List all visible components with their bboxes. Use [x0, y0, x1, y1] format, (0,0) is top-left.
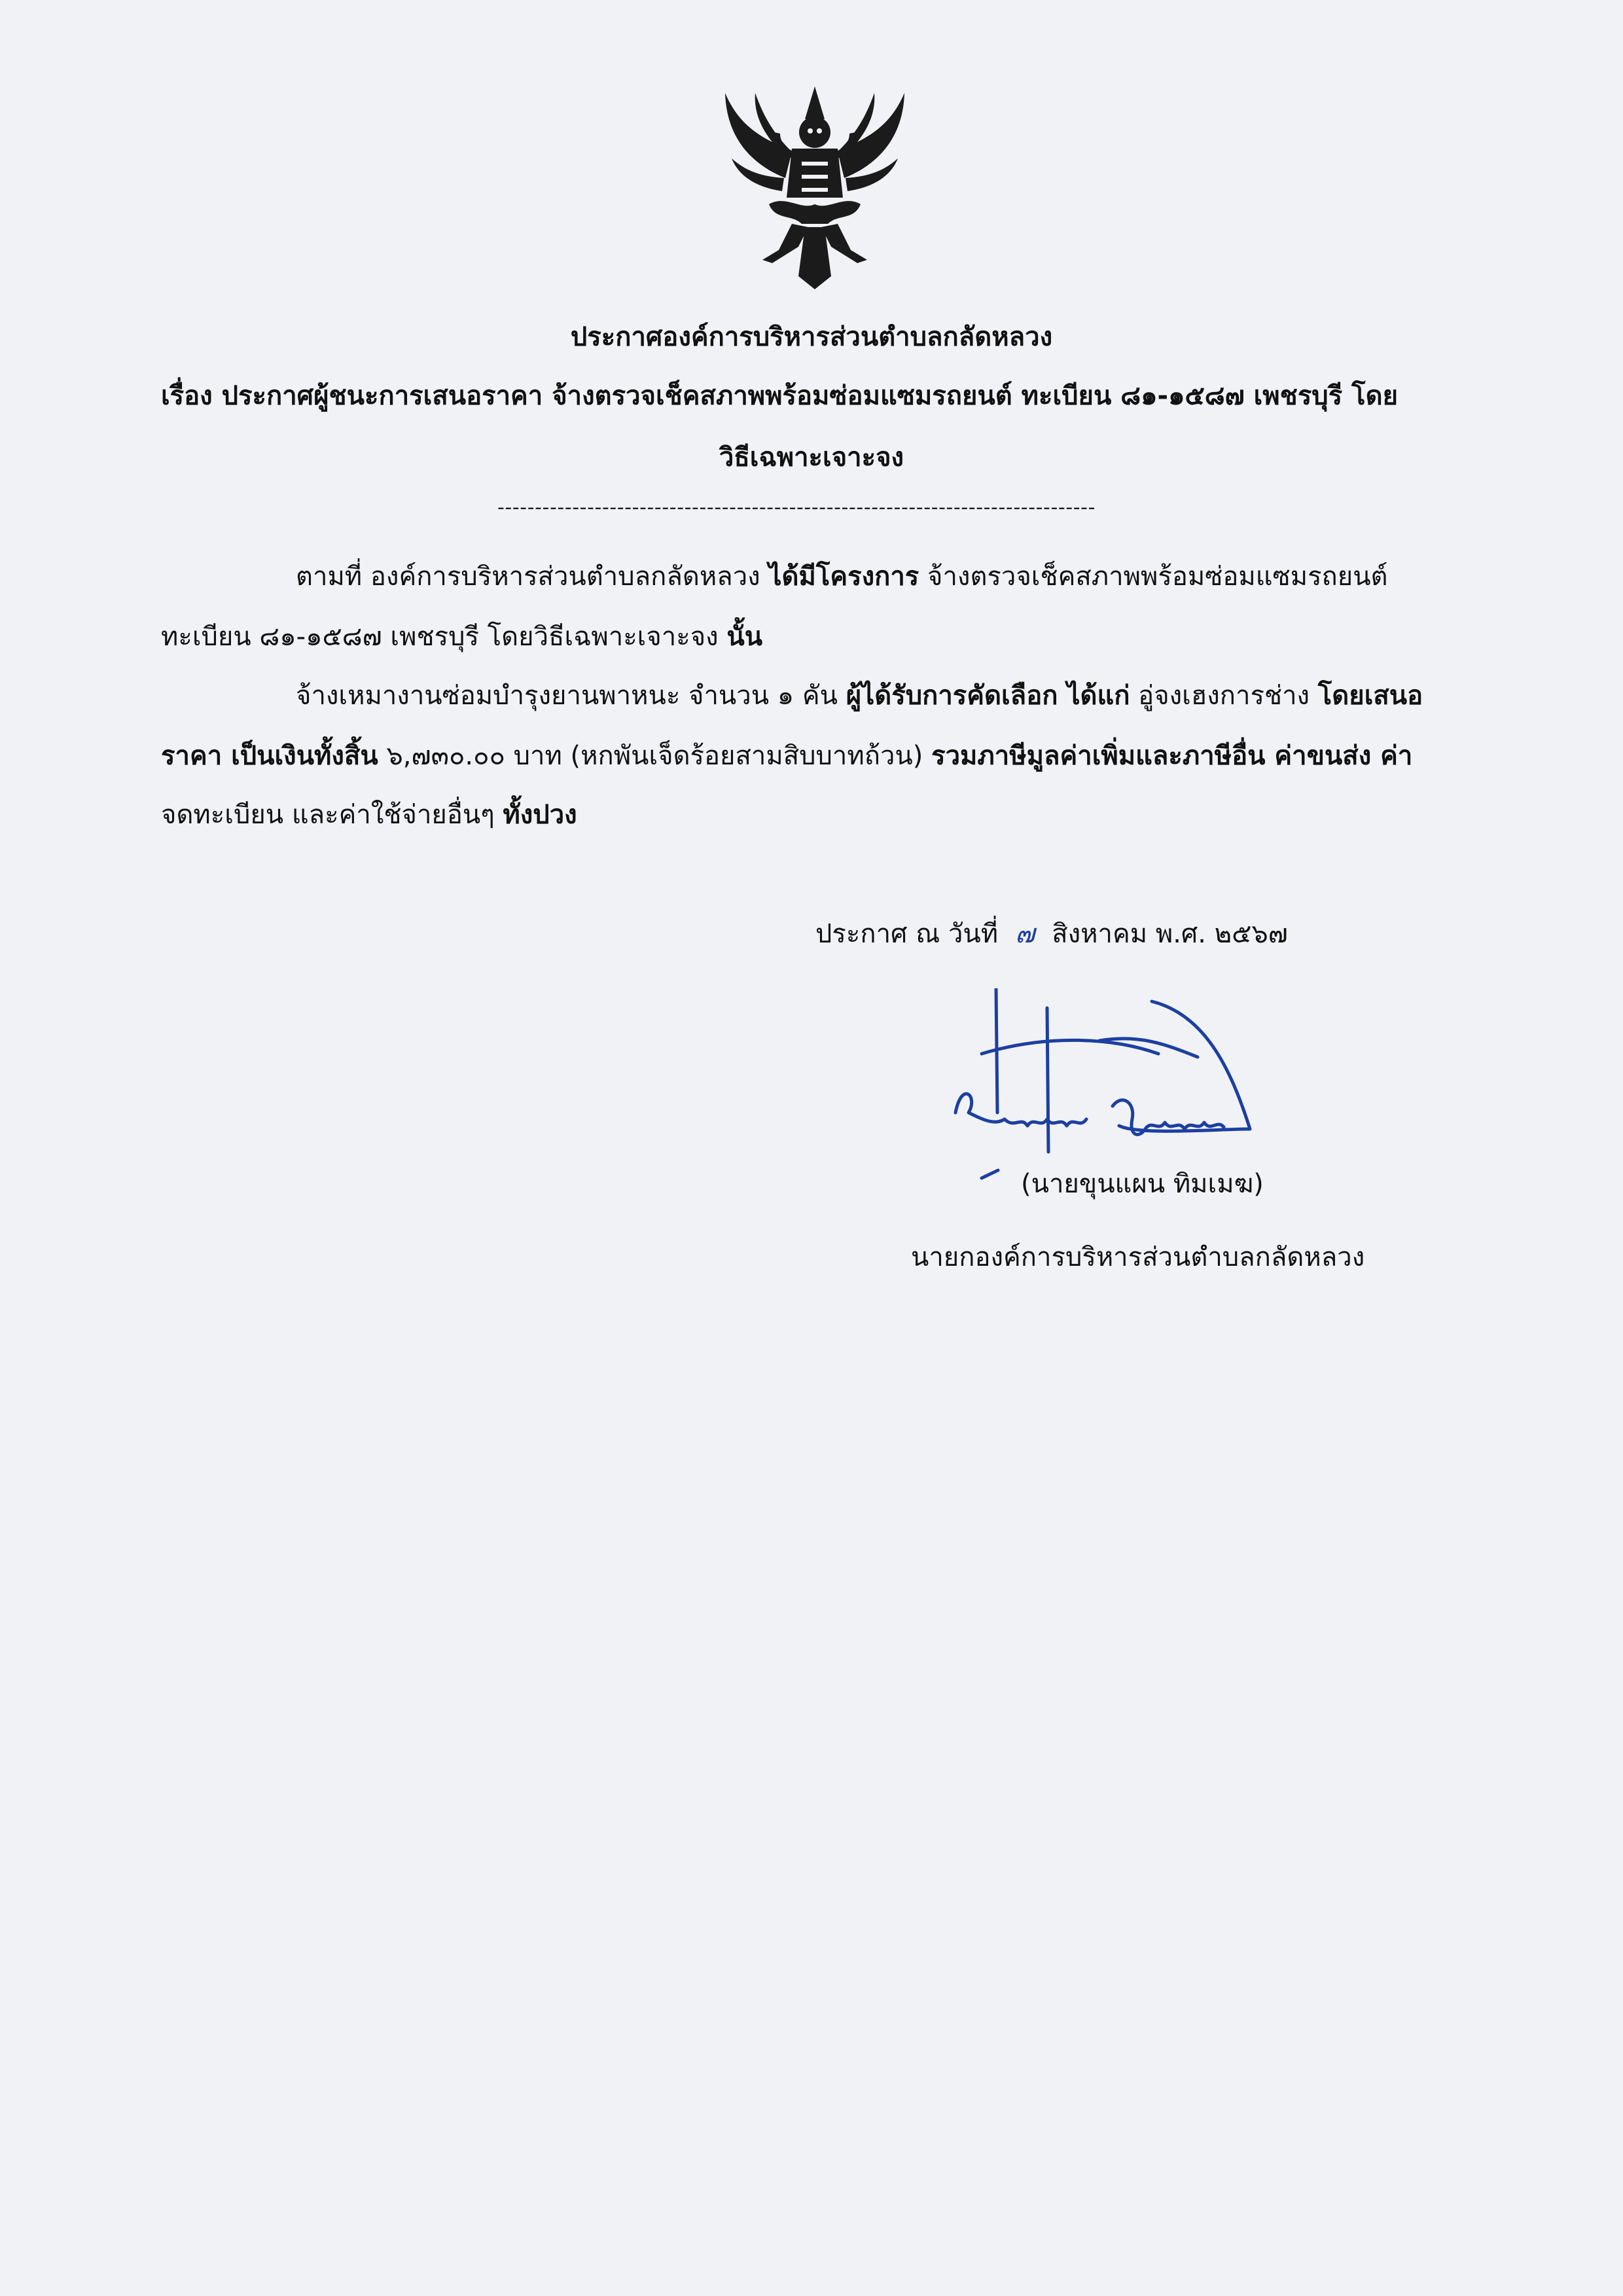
paragraph-2-line-1: [296, 674, 1423, 716]
text-span: โดยเสนอ: [1317, 681, 1423, 711]
signer-name: (นายขุนแผน ทิมเมฆ): [1021, 1169, 1264, 1199]
text-span: ราคา เป็นเงินทั้งสิ้น: [161, 741, 378, 771]
text-span: ผู้ได้รับการคัดเลือก ได้แก่: [846, 681, 1130, 711]
announcement-title: ประกาศองค์การบริหารส่วนตำบลกลัดหลวง: [570, 322, 1053, 352]
paragraph-1-line-1: [296, 555, 1388, 597]
text-span: ตามที่ องค์การบริหารส่วนตำบลกลัดหลวง: [296, 562, 769, 592]
paragraph-2-line-2: [161, 734, 1412, 776]
text-span: ทั้งปวง: [503, 800, 577, 830]
text-span: อู่จงเฮงการช่าง: [1130, 681, 1318, 711]
paragraph-1-line-2: [161, 615, 762, 657]
text-span: ได้มีโครงการ: [768, 562, 919, 592]
signer-position: นายกองค์การบริหารส่วนตำบลกลัดหลวง: [911, 1242, 1365, 1272]
paragraph-2-line-3: [161, 793, 577, 835]
text-span: จ้างตรวจเช็คสภาพพร้อมซ่อมแซมรถยนต์: [919, 562, 1388, 592]
text-span: ๖,๗๓๐.๐๐ บาท (หกพันเจ็ดร้อยสามสิบบาทถ้วน): [378, 741, 932, 771]
date-day: ๗: [1015, 919, 1035, 949]
text-span: จดทะเบียน และค่าใช้จ่ายอื่นๆ: [161, 800, 503, 830]
separator-line: --------------------------------------------------------------------------------: [497, 496, 1096, 519]
announcement-date: [815, 912, 1288, 954]
text-span: นั้น: [726, 622, 763, 652]
handwritten-signature: [942, 988, 1322, 1185]
text-span: จ้างเหมางานซ่อมบำรุงยานพาหนะ จำนวน ๑ คัน: [296, 681, 846, 711]
subject-line-1: เรื่อง ประกาศผู้ชนะการเสนอราคา จ้างตรวจเช็คสภาพพร้อมซ่อมแซมรถยนต์ ทะเบียน ๘๑-๑๕๘๗ เพชรบุรี โดย: [161, 381, 1398, 411]
subject-line-2: วิธีเฉพาะเจาะจง: [719, 442, 904, 473]
text-span: รวมภาษีมูลค่าเพิ่มและภาษีอื่น ค่าขนส่ง ค่า: [931, 741, 1413, 771]
text-span: ทะเบียน ๘๑-๑๕๘๗ เพชรบุรี โดยวิธีเฉพาะเจาะจง: [161, 622, 727, 652]
date-prefix: ประกาศ ณ วันที่: [815, 919, 999, 949]
garuda-emblem-icon: [707, 80, 923, 296]
date-month-year: สิงหาคม พ.ศ. ๒๕๖๗: [1052, 919, 1288, 949]
